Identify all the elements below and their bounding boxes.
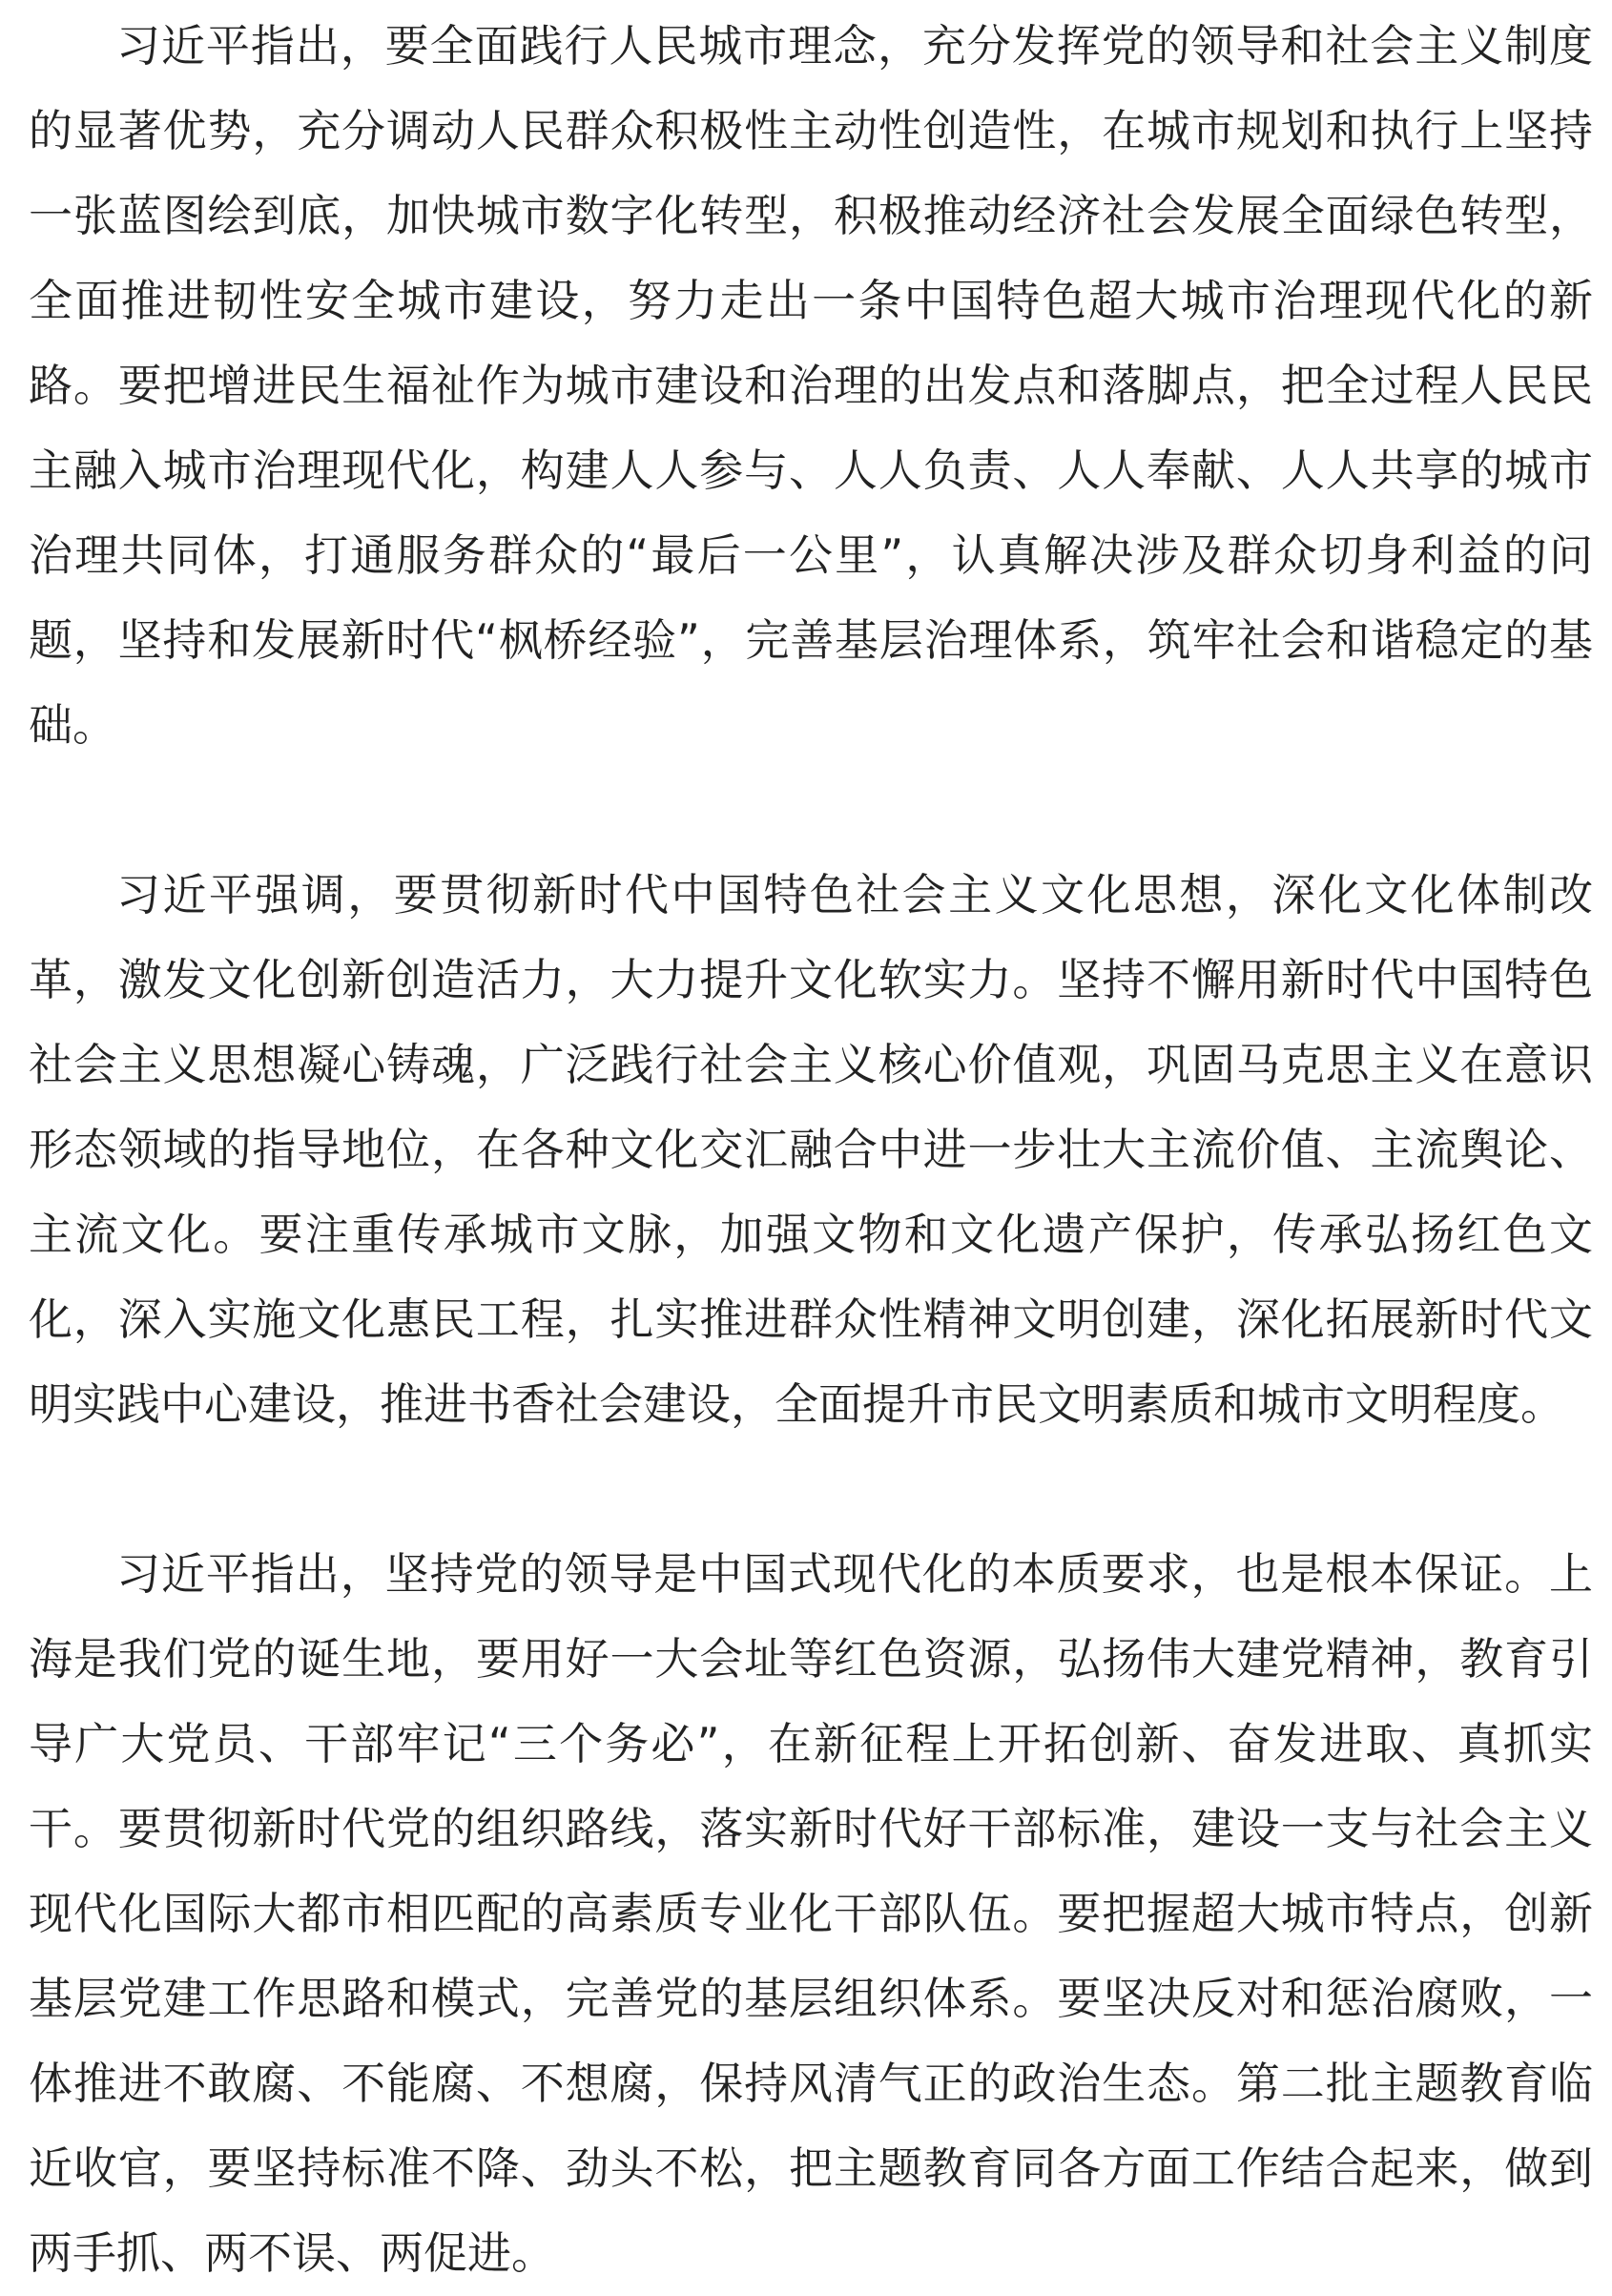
article-body — [29, 0, 1593, 2296]
paragraph-urban-governance: 习近平指出，要全面践行人民城市理念，充分发挥党的领导和社会主义制度的显著优势，充分调动人民群众积极性主动性创造性，在城市规划和执行上坚持一张蓝图绘到底，加快城市数字化转型，积极推动经济社会发展全面绿色转型，全面推进韧性安全城市建设，努力走出一条中国特色超大城市治理现代化的新路。要把增进民生福祉作为城市建设和治理的出发点和落脚点，把全过程人民民主融入城市治理现代化，构建人人参与、人人负责、人人奉献、人人共享的城市治理共同体，打通服务群众的“最后一公里”，认真解决涉及群众切身利益的问题，坚持和发展新时代“枫桥经验”，完善基层治理体系，筑牢社会和谐稳定的基础。 — [29, 20, 1593, 751]
paragraph-culture: 习近平强调，要贯彻新时代中国特色社会主义文化思想，深化文化体制改革，激发文化创新创造活力，大力提升文化软实力。坚持不懈用新时代中国特色社会主义思想凝心铸魂，广泛践行社会主义核心价值观，巩固马克思主义在意识形态领域的指导地位，在各种文化交汇融合中进一步壮大主流价值、主流舆论、主流文化。要注重传承城市文脉，加强文物和文化遗产保护，传承弘扬红色文化，深入实施文化惠民工程，扎实推进群众性精神文明创建，深化拓展新时代文明实践中心建设，推进书香社会建设，全面提升市民文明素质和城市文明程度。 — [29, 869, 1593, 1430]
paragraph-party-leadership: 习近平指出，坚持党的领导是中国式现代化的本质要求，也是根本保证。上海是我们党的诞生地，要用好一大会址等红色资源，弘扬伟大建党精神，教育引导广大党员、干部牢记“三个务必”，在新征程上开拓创新、奋发进取、真抓实干。要贯彻新时代党的组织路线，落实新时代好干部标准，建设一支与社会主义现代化国际大都市相匹配的高素质专业化干部队伍。要把握超大城市特点，创新基层党建工作思路和模式，完善党的基层组织体系。要坚决反对和惩治腐败，一体推进不敢腐、不能腐、不想腐，保持风清气正的政治生态。第二批主题教育临近收官，要坚持标准不降、劲头不松，把主题教育同各方面工作结合起来，做到两手抓、两不误、两促进。 — [29, 1548, 1593, 2279]
